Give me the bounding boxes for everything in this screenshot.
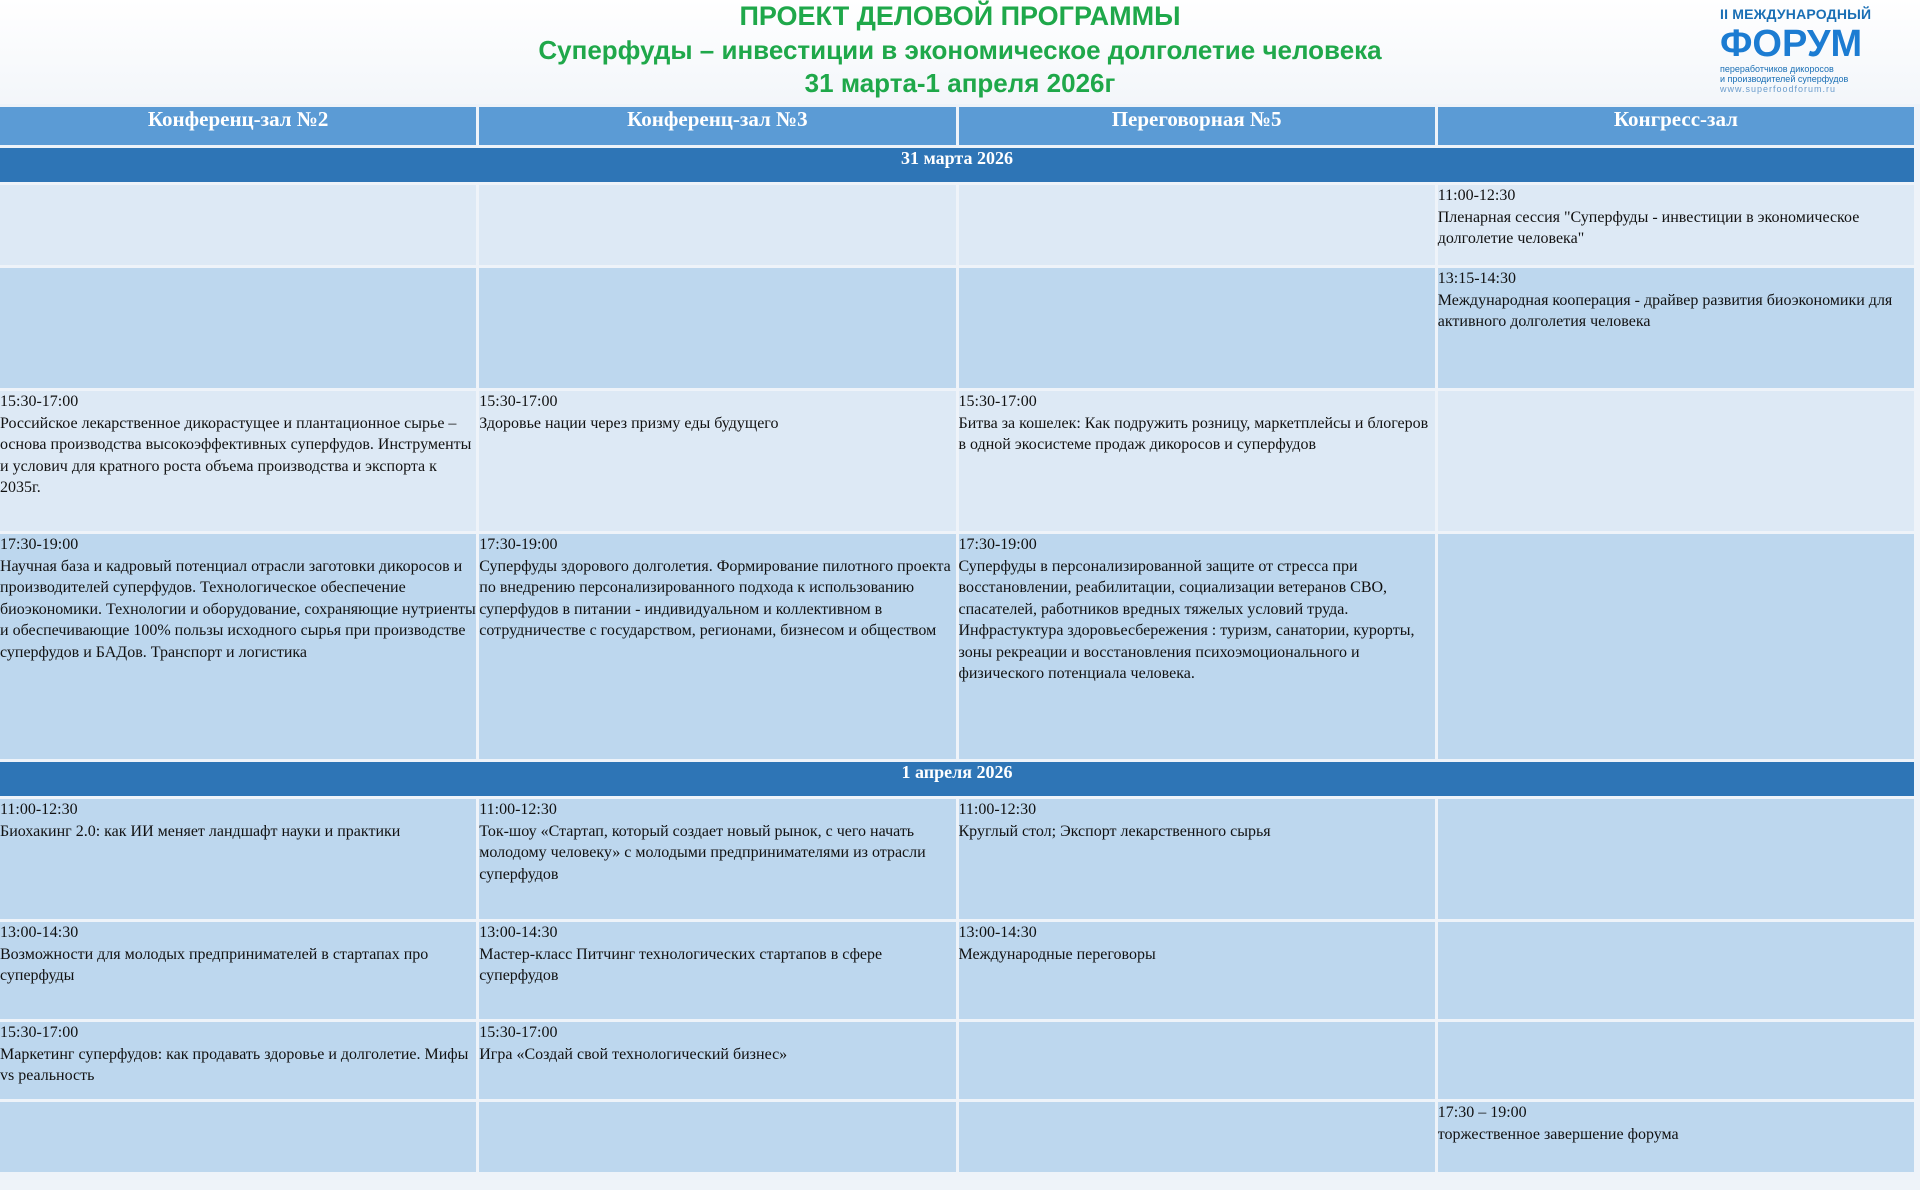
session-cell xyxy=(959,185,1435,265)
session-cell xyxy=(0,391,476,531)
session-topic: Научная база и кадровый потенциал отрасли заготовки дикоросов и производителей суперфудов. Технологическое обеспечение биоэкономики. Технологии и оборудование, сохраняющие нутриенты и обеспечивающие 100% пользы исходного сырья при производстве суперфудов и БАДов. Транспорт и логистика xyxy=(0,557,476,661)
session-cell xyxy=(479,391,955,531)
session-time: 15:30-17:00 xyxy=(479,393,558,410)
session-time: 17:30 – 19:00 xyxy=(1437,1104,1527,1121)
session-cell xyxy=(479,185,955,265)
schedule-table xyxy=(0,104,1917,1175)
session-time: 11:00-12:30 xyxy=(0,801,78,818)
session-cell xyxy=(959,1022,1435,1099)
session-cell xyxy=(0,1102,476,1172)
session-time: 11:00-12:30 xyxy=(1437,187,1516,204)
session-cell xyxy=(1438,799,1914,919)
session-time: 17:30-19:00 xyxy=(958,536,1037,553)
table-row xyxy=(0,799,1914,919)
page-title: ПРОЕКТ ДЕЛОВОЙ ПРОГРАММЫ xyxy=(739,1,1181,31)
session-cell xyxy=(959,922,1435,1019)
page-subtitle: Суперфуды – инвестиции в экономическое долголетие человека xyxy=(538,35,1382,65)
forum-logo xyxy=(1720,6,1920,102)
session-cell xyxy=(0,799,476,919)
session-time: 11:00-12:30 xyxy=(479,801,557,818)
page-header xyxy=(0,0,1920,104)
logo-main-text: ФОРУМ xyxy=(1720,23,1863,65)
table-row xyxy=(0,1102,1914,1172)
session-topic: Суперфуды в персонализированной защите от стресса при восстановлении, реабилитации, социализации ветеранов СВО, спасателей, работников вредных тяжелых условий труда. Инфрастуктура здоровьесбережения : туризм, санатории, курорты, зоны рекреации и восстановления психоэмоционального и физического потенциала человека. xyxy=(958,557,1415,682)
session-cell xyxy=(0,185,476,265)
session-cell xyxy=(1438,534,1914,759)
session-cell xyxy=(1438,391,1914,531)
table-row xyxy=(0,391,1914,531)
session-topic: торжественное завершение форума xyxy=(1437,1125,1679,1143)
logo-url: www.superfoodforum.ru xyxy=(1720,84,1837,94)
session-cell xyxy=(0,922,476,1019)
table-row xyxy=(0,268,1914,388)
session-cell xyxy=(479,1022,955,1099)
session-time: 15:30-17:00 xyxy=(958,393,1037,410)
session-topic: Маркетинг суперфудов: как продавать здоровье и долголетие. Мифы vs реальность xyxy=(0,1045,469,1084)
hall-header-1: Конференц-зал №2 xyxy=(0,107,476,145)
hall-header-4: Конгресс-зал xyxy=(1438,107,1914,145)
session-topic: Игра «Создай свой технологический бизнес» xyxy=(479,1045,788,1063)
session-cell xyxy=(0,268,476,388)
session-time: 17:30-19:00 xyxy=(479,536,558,553)
session-time: 13:00-14:30 xyxy=(0,924,79,941)
session-time: 15:30-17:00 xyxy=(0,393,79,410)
session-time: 13:00-14:30 xyxy=(958,924,1037,941)
day-header: 1 апреля 2026 xyxy=(0,762,1914,796)
session-topic: Международная кооперация - драйвер развития биоэкономики для активного долголетия человека xyxy=(1437,291,1893,330)
session-cell xyxy=(959,391,1435,531)
session-time: 17:30-19:00 xyxy=(0,536,79,553)
session-time: 13:00-14:30 xyxy=(479,924,558,941)
table-row xyxy=(0,534,1914,759)
session-cell xyxy=(959,268,1435,388)
table-row xyxy=(0,1022,1914,1099)
session-cell xyxy=(959,1102,1435,1172)
session-cell xyxy=(479,534,955,759)
session-time: 13:15-14:30 xyxy=(1437,270,1516,287)
session-time: 15:30-17:00 xyxy=(0,1024,79,1041)
day-header: 31 марта 2026 xyxy=(0,148,1914,182)
session-cell xyxy=(479,268,955,388)
session-cell xyxy=(0,534,476,759)
session-cell xyxy=(479,799,955,919)
session-topic: Круглый стол; Экспорт лекарственного сырья xyxy=(958,822,1271,840)
table-row xyxy=(0,185,1914,265)
logo-top-text: II МЕЖДУНАРОДНЫЙ xyxy=(1720,6,1872,22)
session-topic: Международные переговоры xyxy=(958,945,1156,963)
session-topic: Мастер-класс Питчинг технологических стартапов в сфере суперфудов xyxy=(479,945,883,984)
session-cell xyxy=(1438,922,1914,1019)
session-cell xyxy=(1438,268,1914,388)
session-topic: Пленарная сессия "Суперфуды - инвестиции в экономическое долголетие человека" xyxy=(1437,208,1860,247)
session-time: 15:30-17:00 xyxy=(479,1024,558,1041)
session-topic: Ток-шоу «Стартап, который создает новый рынок, с чего начать молодому человеку» с молодыми предпринимателями из отрасли суперфудов xyxy=(479,822,926,883)
session-cell xyxy=(479,922,955,1019)
session-topic: Российское лекарственное дикорастущее и плантационное сырье –основа производства высокоэффективных суперфудов. Инструменты и услович для кратного роста объема производства и экспорта к 2035г. xyxy=(0,414,472,496)
session-topic: Суперфуды здорового долголетия. Формирование пилотного проекта по внедрению персонализированного подхода к использованию суперфудов в питании - индивидуальном и коллективном в сотрудничестве с государством, регионами, бизнесом и обществом xyxy=(479,557,951,639)
session-topic: Биохакинг 2.0: как ИИ меняет ландшафт науки и практики xyxy=(0,822,401,840)
session-topic: Битва за кошелек: Как подружить розницу, маркетплейсы и блогеров в одной экосистеме продаж дикоросов и суперфудов xyxy=(958,414,1429,453)
hall-header-2: Конференц-зал №3 xyxy=(479,107,955,145)
session-cell xyxy=(959,534,1435,759)
logo-subtitle-2: и производителей суперфудов xyxy=(1720,74,1849,84)
session-cell xyxy=(0,1022,476,1099)
session-topic: Возможности для молодых предпринимателей в стартапах про суперфуды xyxy=(0,945,429,984)
hall-header-3: Переговорная №5 xyxy=(959,107,1435,145)
session-cell xyxy=(1438,185,1914,265)
session-topic: Здоровье нации через призму еды будущего xyxy=(479,414,779,432)
event-dates: 31 марта-1 апреля 2026г xyxy=(804,68,1116,98)
session-cell xyxy=(1438,1022,1914,1099)
logo-subtitle-1: переработчиков дикоросов xyxy=(1720,64,1834,74)
session-cell xyxy=(1438,1102,1914,1172)
session-cell xyxy=(959,799,1435,919)
session-time: 11:00-12:30 xyxy=(958,801,1037,818)
table-row xyxy=(0,922,1914,1019)
session-cell xyxy=(479,1102,955,1172)
